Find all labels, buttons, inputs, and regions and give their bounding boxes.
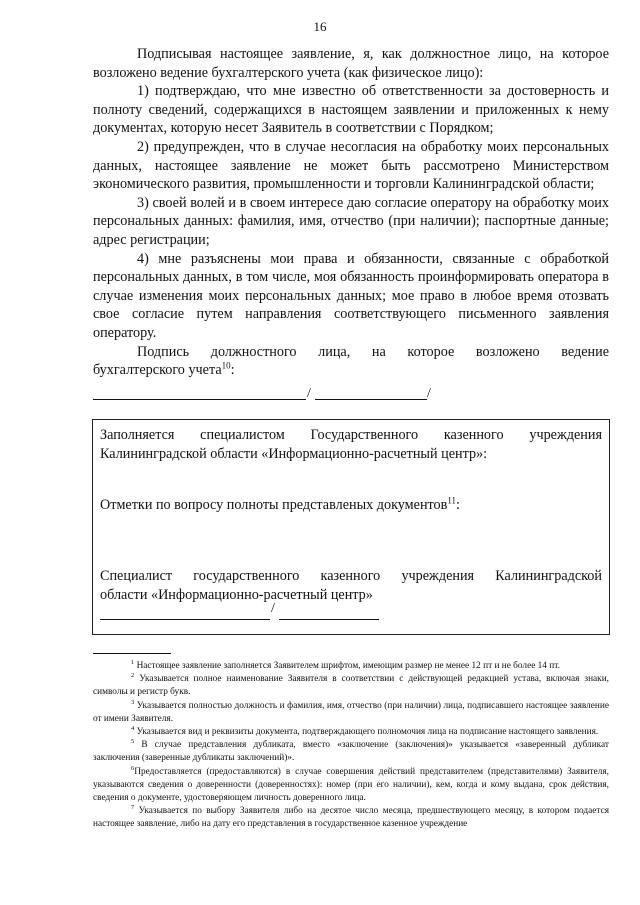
specialist-line2: области «Информационно-расчетный центр»	[100, 586, 373, 603]
specialist-signature-separator: /	[271, 601, 275, 616]
footnote-3	[93, 700, 609, 726]
footnote-number: 4	[131, 724, 135, 732]
footnote-1	[93, 660, 609, 673]
signature-separator: /	[307, 386, 311, 401]
completeness-marks-text: Отметки по вопросу полноты представленых документов	[100, 497, 448, 513]
footnote-number: 2	[131, 672, 135, 680]
footnote-4	[93, 726, 609, 739]
signature-label-text: бухгалтерского учета	[93, 362, 222, 379]
signature-label-line1: Подпись должностного лица, на которое возложено ведение	[137, 343, 609, 360]
footnote-6	[93, 766, 609, 806]
footnote-text: Указывается полное наименование Заявителя в соответствии с действующей редакцией устава, включая знаки, символы и регистр букв.	[93, 674, 609, 698]
completeness-marks-colon: :	[456, 497, 460, 513]
footnote-ref-10: 10	[221, 360, 231, 371]
consent-text	[93, 45, 609, 380]
footnote-number: 6	[131, 764, 135, 772]
paragraph-intro: Подписывая настоящее заявление, я, как должностное лицо, на которое возложено ведение бухгалтерского учета (как физическое лицо):	[93, 46, 609, 81]
footnote-5	[93, 739, 609, 765]
footnote-number: 3	[131, 698, 135, 706]
completeness-marks-label	[100, 496, 602, 515]
specialist-name-line	[279, 619, 379, 620]
specialist-line1: Специалист государственного казенного учреждения Калининградской	[100, 568, 602, 584]
footnote-ref-11: 11	[447, 495, 457, 506]
specialist-box	[92, 419, 610, 635]
signature-field	[93, 386, 433, 402]
paragraph-item-2: 2) предупрежден, что в случае несогласия на обработку моих персональных данных, настоящее заявление не может быть рассмотрено Министерством экономического развития, промышленности и торговли Калининградской области;	[93, 138, 609, 193]
signature-separator-end: /	[427, 386, 431, 401]
footnote-number: 5	[131, 738, 135, 746]
name-line	[315, 399, 427, 400]
footnote-text: Настоящее заявление заполняется Заявителем шрифтом, имеющим размер не менее 12 пт и не более 14 пт.	[136, 661, 560, 671]
signature-line	[93, 399, 306, 400]
filled-by-line1: Заполняется специалистом Государственного казенного учреждения	[100, 427, 602, 443]
filled-by-line2: Калининградской области «Информационно-расчетный центр»:	[100, 445, 488, 462]
paragraph-item-4: 4) мне разъяснены мои права и обязанности, связанные с обработкой персональных данных, в том числе, моя обязанность проинформировать оператора в случае изменения моих персональных данных; мое право в любое время отозвать свое согласие путем направления соответствующего письменного заявления оператору.	[93, 250, 609, 341]
footnote-2	[93, 673, 609, 699]
specialist-label	[100, 567, 602, 604]
footnote-7	[93, 805, 609, 831]
signature-label-colon: :	[230, 362, 235, 379]
footnote-text: Предоставляется (предоставляются) в случае совершения действий представителем (представителями) Заявителя, указываются сведения о доверенности (доверенностях): номер (при его наличии), кем, когда и кому выдана, срок действия, сведения о документе, удостоверяющем личность доверенного лица.	[93, 766, 609, 804]
specialist-signature-line	[100, 619, 270, 620]
filled-by-text	[100, 426, 602, 463]
footnote-text: Указывается по выбору Заявителя либо на десятое число месяца, предшествующего месяцу, в котором подается настоящее заявление, либо на дату его представления в государственное казенное учреждение	[93, 806, 609, 830]
paragraph-item-1: 1) подтверждаю, что мне известно об ответственности за достоверность и полноту сведений, содержащихся в настоящем заявлении и приложенных к нему документах, которую несет Заявитель в соответствии с Порядком;	[93, 83, 609, 137]
footnote-text: Указывается вид и реквизиты документа, подтверждающего полномочия лица на подписание настоящего заявления.	[136, 727, 599, 738]
paragraph-item-3: 3) своей волей и в своем интересе даю согласие оператору на обработку моих персональных данных: фамилия, имя, отчество (при наличии); паспортные данные; адрес регистрации;	[93, 194, 609, 248]
footnote-text: В случае представления дубликата, вместо «заключение (заключения)» указывается «заверенный дубликат заключения (заверенные дубликаты заключений)».	[93, 740, 609, 764]
footnotes	[93, 660, 609, 832]
footnote-text: Указывается полностью должность и фамилия, имя, отчество (при наличии) лица, подписавшего настоящее заявление от имени Заявителя.	[93, 700, 610, 724]
footnote-number: 1	[131, 658, 135, 666]
page-number: 16	[313, 19, 327, 34]
footnote-divider	[93, 653, 171, 654]
signature-label-line2	[93, 361, 609, 380]
footnote-number: 7	[131, 804, 135, 812]
